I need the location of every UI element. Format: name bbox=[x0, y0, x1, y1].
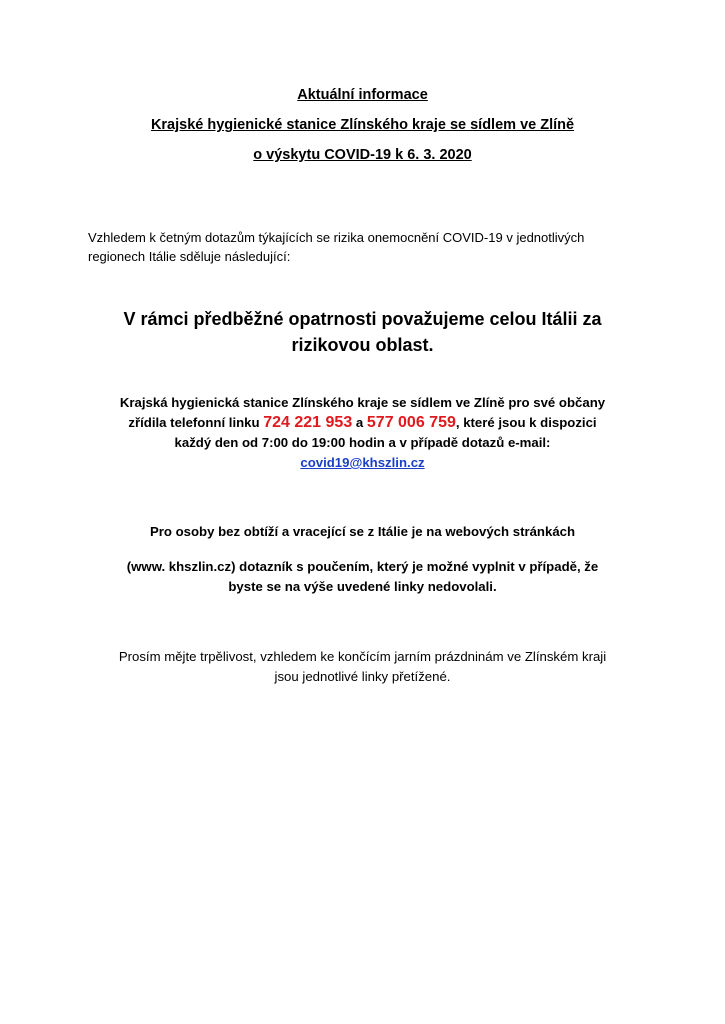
risk-warning bbox=[60, 306, 665, 358]
risk-warning-line-1: V rámci předběžné opatrnosti považujeme celou Itálii za bbox=[123, 309, 602, 329]
email-link[interactable]: covid19@khszlin.cz bbox=[300, 455, 425, 470]
closing-paragraph bbox=[60, 647, 665, 687]
intro-paragraph bbox=[88, 228, 668, 266]
hotline-paragraph bbox=[60, 393, 665, 473]
questionnaire-line-1: Pro osoby bez obtíží a vracející se z Itálie je na webových stránkách bbox=[149, 524, 576, 539]
closing-line-2: jsou jednotlivé linky přetížené. bbox=[274, 669, 451, 684]
hotline-line-2 bbox=[60, 413, 665, 433]
phone-number-1: 724 221 953 bbox=[263, 414, 353, 431]
questionnaire-paragraph bbox=[60, 557, 665, 597]
questionnaire-line-2: (www. khszlin.cz) dotazník s poučením, který je možné vyplnit v případě, že bbox=[126, 559, 599, 574]
hotline-line-1: Krajská hygienická stanice Zlínského kraje se sídlem ve Zlíně pro své občany bbox=[119, 395, 606, 410]
intro-line-2: regionech Itálie sděluje následující: bbox=[88, 249, 291, 264]
phone-number-2: 577 006 759 bbox=[366, 414, 456, 431]
document-title: Aktuální informace bbox=[297, 87, 428, 103]
email-line bbox=[60, 453, 665, 473]
hotline-line-2-end: , které jsou k dispozici bbox=[455, 415, 597, 430]
hotline-conjunction: a bbox=[352, 415, 367, 430]
questionnaire-paragraph-intro bbox=[60, 522, 665, 542]
risk-warning-line-2: rizikovou oblast. bbox=[291, 335, 434, 355]
closing-line-1: Prosím mějte trpělivost, vzhledem ke končícím jarním prázdninám ve Zlínském kraji bbox=[118, 649, 607, 664]
intro-line-1: Vzhledem k četným dotazům týkajících se rizika onemocnění COVID-19 v jednotlivých bbox=[88, 230, 585, 245]
questionnaire-line-3: byste se na výše uvedené linky nedovolali. bbox=[228, 579, 497, 594]
hotline-line-3: každý den od 7:00 do 19:00 hodin a v případě dotazů e-mail: bbox=[174, 435, 551, 450]
document-subtitle-authority: Krajské hygienické stanice Zlínského kraje se sídlem ve Zlíně bbox=[150, 117, 575, 133]
hotline-line-2-start: zřídila telefonní linku bbox=[128, 415, 264, 430]
document-subtitle-date: o výskytu COVID-19 k 6. 3. 2020 bbox=[253, 147, 472, 163]
